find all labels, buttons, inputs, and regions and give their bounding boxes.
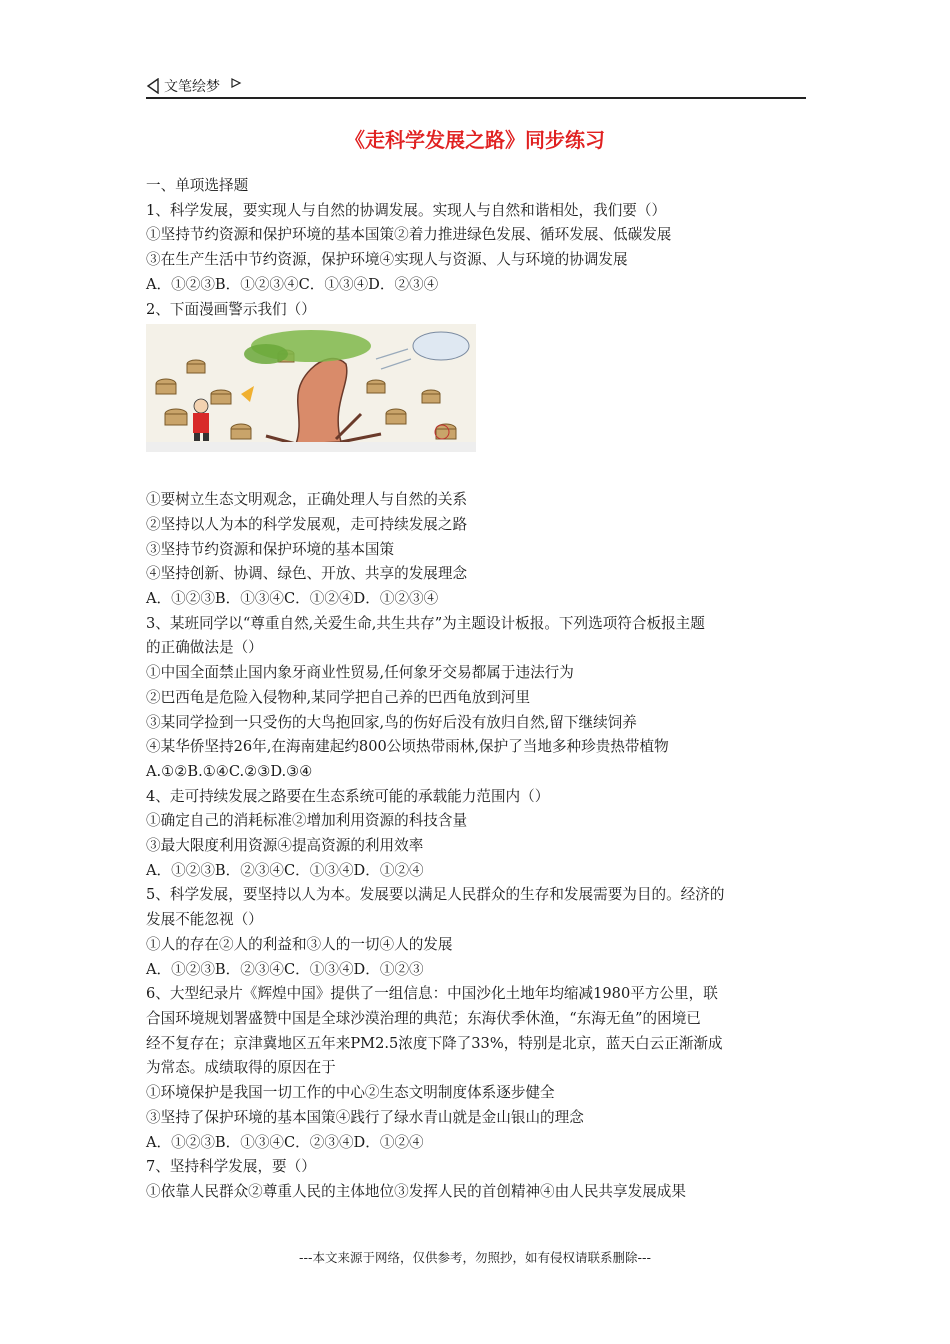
question-4-options: A．①②③B．②③④C．①③④D．①②④ [146,861,424,879]
question-3-item: ③某同学捡到一只受伤的大鸟抱回家,鸟的伤好后没有放归自然,留下继续饲养 [146,713,637,731]
question-3-item: ④某华侨坚持26年,在海南建起约800公顷热带雨林,保护了当地多种珍贵热带植物 [146,738,669,756]
question-4-item: ①确定自己的消耗标准②增加利用资源的科技含量 [146,812,468,830]
question-3-options: A.①②B.①④C.②③D.③④ [146,762,313,780]
brand-name: 文笔绘梦 [164,79,220,95]
question-5-stem: 5、科学发展，要坚持以人为本。发展要以满足人民群众的生存和发展需要为目的。经济的 [146,886,725,904]
question-2-stem: 2、下面漫画警示我们（） [146,300,316,318]
brand-logo [146,76,242,96]
question-4-item: ③最大限度利用资源④提高资源的利用效率 [146,837,424,855]
question-2-item: ②坚持以人为本的科学发展观，走可持续发展之路 [146,515,468,533]
question-6-stem: 合国环境规划署盛赞中国是全球沙漠治理的典范；东海伏季休渔，“东海无鱼”的困境已 [146,1009,701,1027]
question-3-stem-cont: 的正确做法是（） [146,639,263,657]
page-header [146,74,806,98]
question-5-stem-cont: 发展不能忽视（） [146,911,263,929]
question-1-stem: 1、科学发展，要实现人与自然的协调发展。实现人与自然和谐相处，我们要（） [146,201,667,219]
triangle-left-icon [146,78,160,94]
question-7-stem: 7、坚持科学发展，要（） [146,1158,316,1176]
question-6-options: A．①②③B．①③④C．②③④D．①②④ [146,1133,424,1151]
document-body [146,174,808,1205]
question-3-item: ①中国全面禁止国内象牙商业性贸易,任何象牙交易都属于违法行为 [146,664,574,682]
question-5-item: ①人的存在②人的利益和③人的一切④人的发展 [146,935,453,953]
question-3-item: ②巴西龟是危险入侵物种,某同学把自己养的巴西龟放到河里 [146,688,531,706]
question-1-item: ①坚持节约资源和保护环境的基本国策②着力推进绿色发展、循环发展、低碳发展 [146,226,672,244]
cartoon-illustration [146,324,476,452]
question-4-stem: 4、走可持续发展之路要在生态系统可能的承载能力范围内（） [146,787,550,805]
question-2-item: ①要树立生态文明观念，正确处理人与自然的关系 [146,491,468,509]
question-6-stem: 为常态。成绩取得的原因在于 [146,1059,336,1077]
question-3-stem: 3、某班同学以“尊重自然,关爱生命,共生共存”为主题设计板报。下列选项符合板报主题 [146,614,705,632]
document-title: 《走科学发展之路》同步练习 [345,128,605,152]
question-6-stem: 6、大型纪录片《辉煌中国》提供了一组信息：中国沙化土地年均缩减1980平方公里，联 [146,985,718,1003]
triangle-right-icon [230,77,242,89]
question-1-item: ③在生产生活中节约资源，保护环境④实现人与资源、人与环境的协调发展 [146,251,628,269]
question-6-stem: 经不复存在；京津冀地区五年来PM2.5浓度下降了33%，特别是北京，蓝天白云正渐渐成 [146,1034,723,1052]
question-2-item: ③坚持节约资源和保护环境的基本国策 [146,540,395,558]
footer-disclaimer: ---本文来源于网络，仅供参考，勿照抄，如有侵权请联系删除--- [298,1250,652,1265]
question-7-item: ①依靠人民群众②尊重人民的主体地位③发挥人民的首创精神④由人民共享发展成果 [146,1182,686,1200]
question-2-options: A．①②③B．①③④C．①②④D．①②③④ [146,590,439,608]
question-5-options: A．①②③B．②③④C．①③④D．①②③ [146,960,424,978]
section-heading: 一、单项选择题 [146,177,249,194]
question-6-item: ①环境保护是我国一切工作的中心②生态文明制度体系逐步健全 [146,1084,555,1102]
question-6-item: ③坚持了保护环境的基本国策④践行了绿水青山就是金山银山的理念 [146,1108,584,1126]
question-2-item: ④坚持创新、协调、绿色、开放、共享的发展理念 [146,565,468,583]
header-rule [146,97,806,99]
question-1-options: A．①②③B．①②③④C．①③④D．②③④ [146,275,439,293]
